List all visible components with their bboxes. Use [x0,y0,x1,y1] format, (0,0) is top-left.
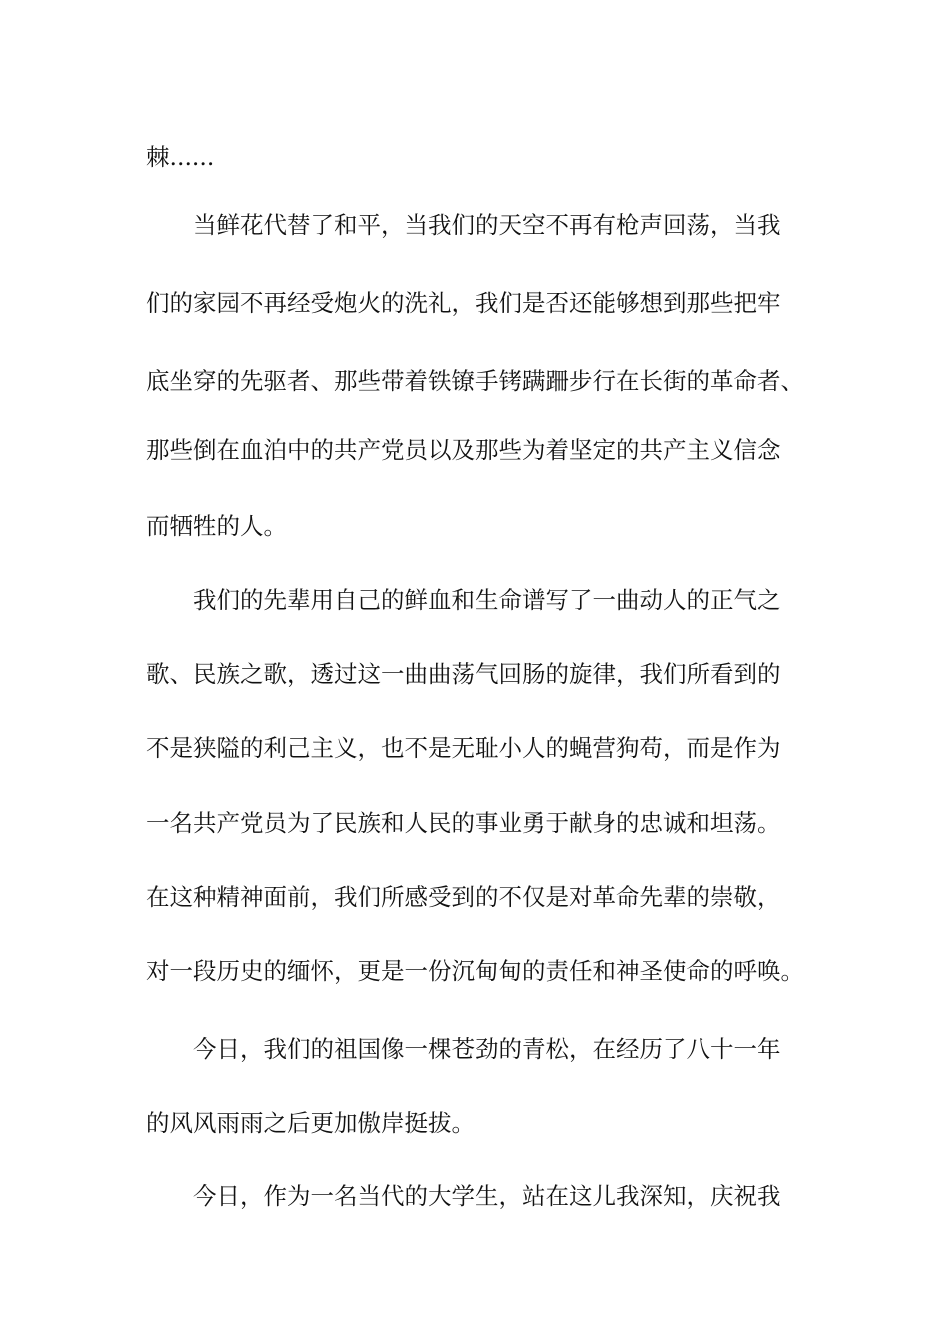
text-line: 那些倒在血泊中的共产党员以及那些为着坚定的共产主义信念 [146,436,781,464]
paragraph-start-line: 今日，我们的祖国像一棵苍劲的青松，在经历了八十一年 [193,1035,781,1063]
text-line: 棘...... [146,143,215,171]
text-line: 们的家园不再经受炮火的洗礼，我们是否还能够想到那些把牢 [146,289,781,317]
text-line: 歌、民族之歌，透过这一曲曲荡气回肠的旋律，我们所看到的 [146,660,781,688]
text-line: 对一段历史的缅怀，更是一份沉甸甸的责任和神圣使命的呼唤。 [146,957,804,985]
text-line: 而牺牲的人。 [146,512,287,540]
text-line: 不是狭隘的利己主义，也不是无耻小人的蝇营狗苟，而是作为 [146,734,781,762]
text-line: 的风风雨雨之后更加傲岸挺拔。 [146,1109,475,1137]
paragraph-start-line: 当鲜花代替了和平，当我们的天空不再有枪声回荡，当我 [193,211,781,239]
text-line: 一名共产党员为了民族和人民的事业勇于献身的忠诚和坦荡。 [146,809,781,837]
text-line: 底坐穿的先驱者、那些带着铁镣手铐蹒跚步行在长街的革命者、 [146,367,804,395]
paragraph-start-line: 我们的先辈用自己的鲜血和生命谱写了一曲动人的正气之 [193,586,781,614]
text-line: 在这种精神面前，我们所感受到的不仅是对革命先辈的崇敬， [146,883,781,911]
paragraph-start-line: 今日，作为一名当代的大学生，站在这儿我深知，庆祝我 [193,1182,781,1210]
